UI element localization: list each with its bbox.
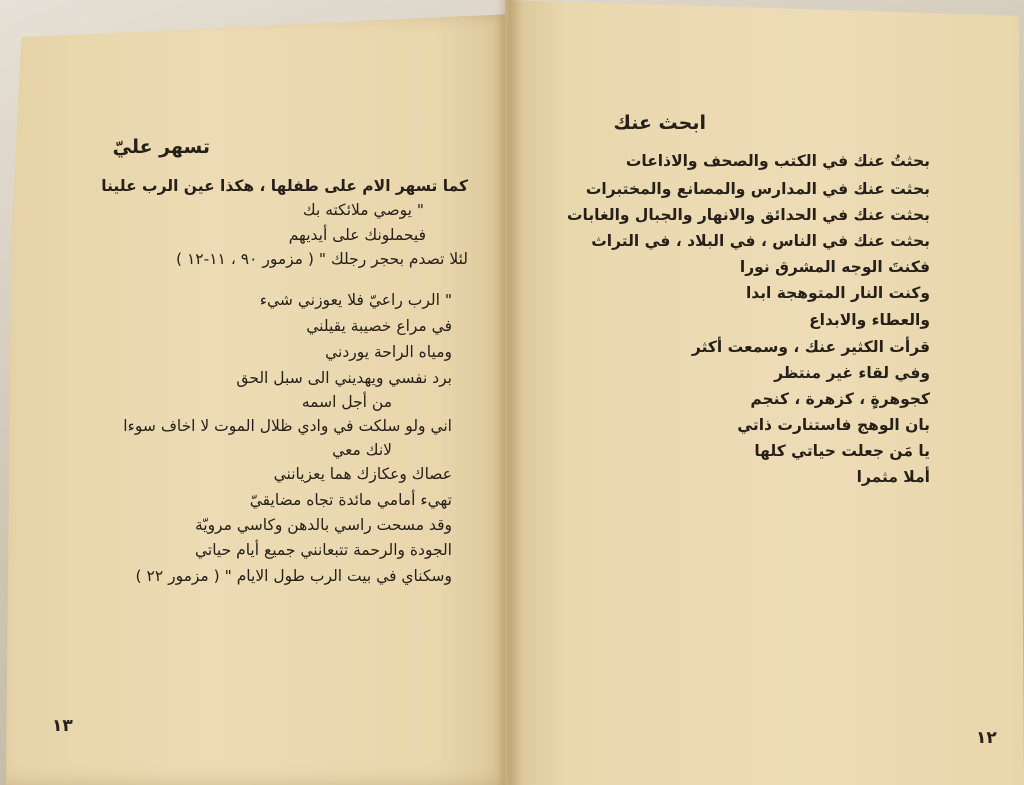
- left-line-1: كما تسهر الام على طفلها ، هكذا عين الرب علينا: [101, 177, 468, 195]
- right-line-3: بحثت عنك في الحدائق والانهار والجبال والغابات: [566, 206, 930, 224]
- book-spine: [497, 0, 523, 785]
- right-line-10: كجوهرةٍ ، كزهرة ، كنجم: [750, 390, 930, 408]
- left-page-title: تسهر عليّ: [112, 136, 210, 158]
- left-line-9: من أجل اسمه: [301, 393, 392, 411]
- right-line-4: بحثت عنك في الناس ، في البلاد ، في التراث: [591, 232, 930, 250]
- left-line-5: " الرب راعيّ فلا يعوزني شيء: [259, 291, 452, 309]
- right-line-5: فكنتَ الوجه المشرق نورا: [739, 258, 930, 276]
- right-line-8: قرأت الكثير عنك ، وسمعت أكثر: [691, 338, 930, 356]
- right-page-number: ١٢: [976, 728, 997, 748]
- left-line-2: " يوصي ملائكته بك: [302, 201, 424, 219]
- right-line-9: وفي لقاء غير منتظر: [774, 364, 930, 382]
- left-line-14: وقد مسحت راسي بالدهن وكاسي مرويّة: [194, 516, 452, 534]
- right-line-1: بحثتُ عنك في الكتب والصحف والاذاعات: [625, 152, 930, 170]
- left-line-16: وسكناي في بيت الرب طول الايام " ( مزمور ٢٢ ): [135, 567, 452, 585]
- right-line-7: والعطاء والابداع: [809, 311, 930, 329]
- left-line-15: الجودة والرحمة تتبعانني جميع أيام حياتي: [194, 541, 452, 559]
- left-line-10: اني ولو سلكت في وادي ظلال الموت لا اخاف سوءا: [123, 417, 452, 435]
- right-line-11: بان الوهج فاستنارت ذاتي: [737, 416, 930, 434]
- left-line-4: لئلا تصدم بحجر رجلك " ( مزمور ٩٠ ، ١١-١٢ ): [176, 250, 468, 268]
- right-line-6: وكنت النار المتوهجة ابدا: [745, 284, 930, 302]
- right-page-title: ابحث عنك: [613, 112, 706, 134]
- left-page: [6, 14, 511, 785]
- left-line-12: عصاك وعكازك هما يعزيانني: [273, 465, 452, 483]
- left-line-8: برد نفسي ويهديني الى سبل الحق: [236, 369, 452, 387]
- left-line-7: ومياه الراحة يوردني: [325, 343, 452, 361]
- right-line-12: يا مَن جعلت حياتي كلها: [754, 442, 930, 460]
- left-line-6: في مراع خصيبة يقيلني: [306, 317, 452, 335]
- left-line-11: لانك معي: [332, 441, 392, 459]
- left-line-13: تهيء أمامي مائدة تجاه مضايقيّ: [249, 491, 452, 509]
- left-page-number: ١٣: [52, 716, 73, 736]
- left-line-3: فيحملونك على أيديهم: [288, 226, 426, 244]
- right-line-13: أملا مثمرا: [856, 468, 930, 486]
- right-line-2: بحثت عنك في المدارس والمصانع والمختبرات: [585, 180, 930, 198]
